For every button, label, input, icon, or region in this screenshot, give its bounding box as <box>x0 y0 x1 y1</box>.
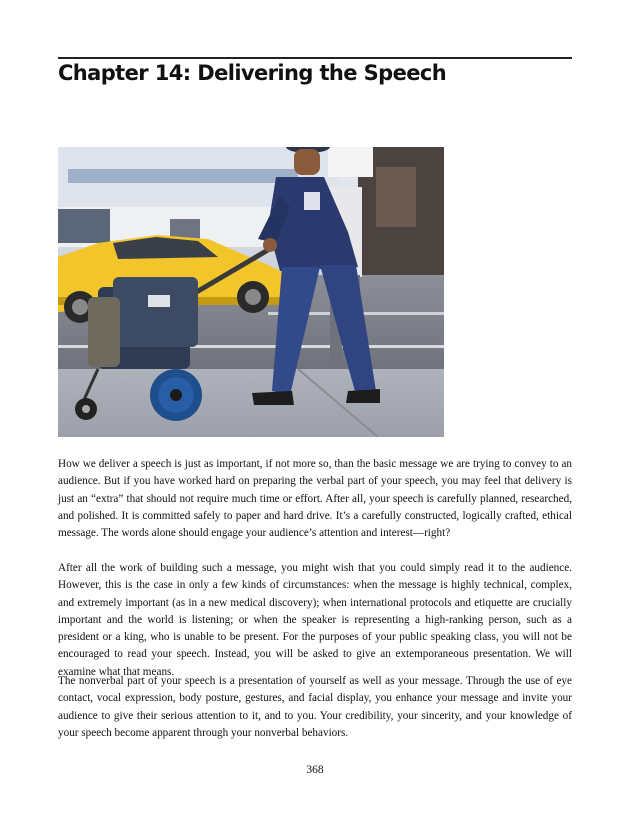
mail-carrier-icon <box>58 147 444 437</box>
paragraph-2: After all the work of building such a message, you might wish that you could simply read it to the audience. However, this is the case in only a few kinds of circumstances: when the message is highly technical, complex, and extremely important (as in a new medical discovery); when international protocols and etiquette are crucially important and the world is listening; or when the speaker is representing a high-ranking person, such as a president or a king, who is unable to be present. For the purposes of your public speaking class, you will not be encouraged to read your speech. Instead, you will be asked to give an extemporaneous presentation. We will examine what that means. <box>58 562 572 678</box>
paragraph-1: How we deliver a speech is just as important, if not more so, than the basic message we are trying to convey to an audience. But if you have worked hard on preparing the verbal part of your speech, you may feel that delivery is just an “extra” that should not require much time or effort. After all, your speech is carefully planned, researched, and polished. It is committed safely to paper and hard drive. It’s a carefully constructed, logically crafted, ethical message. The words alone should engage your audience’s attention and interest—right? <box>58 458 572 540</box>
mail-carrier-photo <box>58 147 444 437</box>
page-number: 368 <box>306 764 324 776</box>
paragraph-3: The nonverbal part of your speech is a presentation of yourself as well as your message. Through the use of eye contact, vocal expression, body posture, gestures, and facial display, you enhance your message and invite your audience to give their serious attention to it, and to you. Your credibility, your sincerity, and your knowledge of your speech become apparent through your nonverbal behaviors. <box>58 675 572 739</box>
chapter-title: Chapter 14: Delivering the Speech <box>58 61 447 85</box>
chapter-rule <box>58 57 572 59</box>
